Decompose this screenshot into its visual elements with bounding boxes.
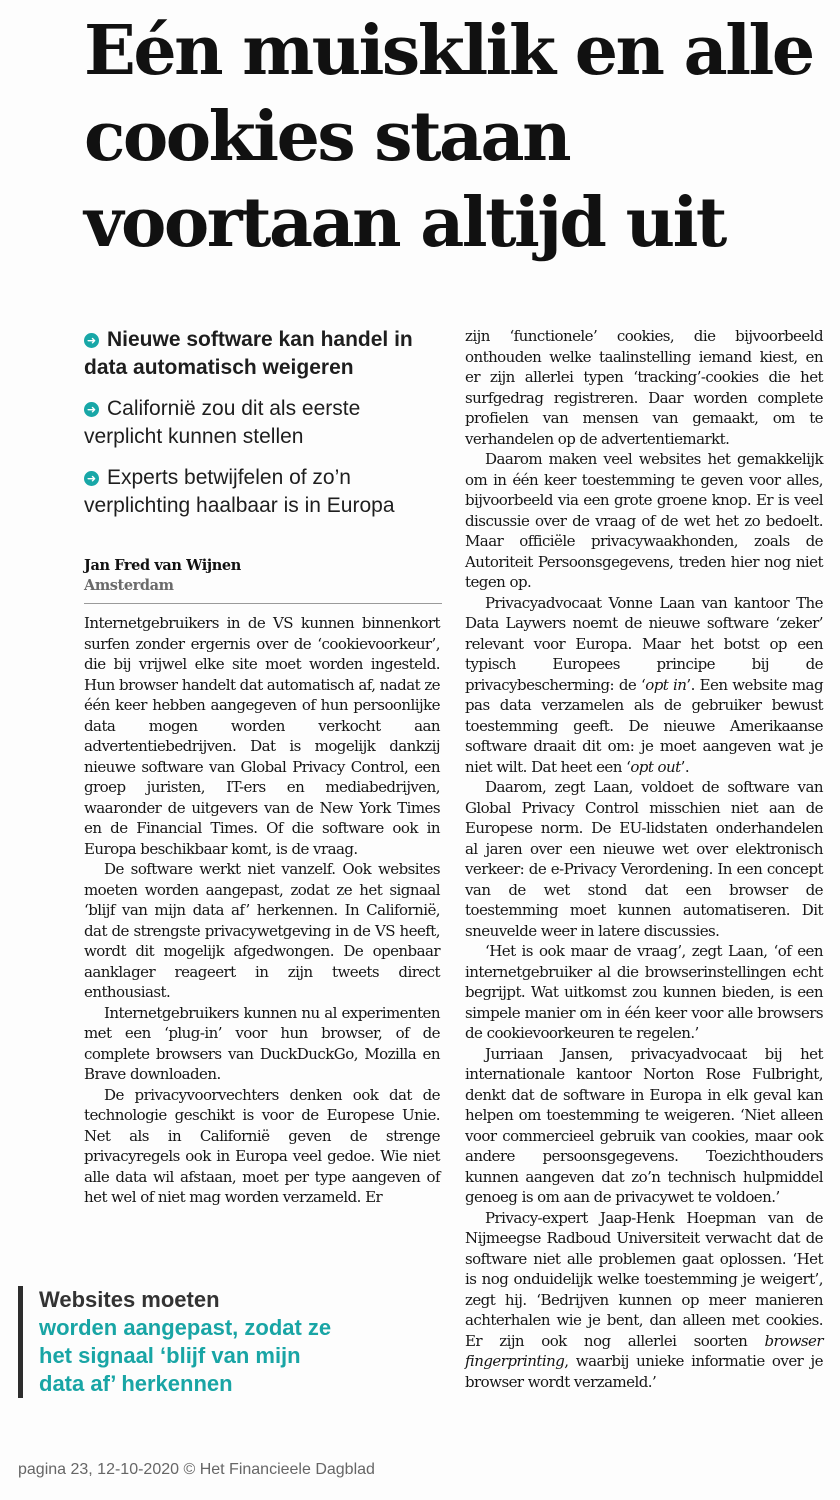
byline-divider	[84, 603, 442, 604]
bullet-text: Nieuwe software kan handel in data automatisch weigeren	[84, 328, 413, 379]
bullet-text: Experts betwijfelen of zo’n verplichting haalbaar is in Europa	[84, 466, 395, 517]
paragraph: ‘Het is ook maar de vraag’, zegt Laan, ‘of een internetgebruiker al die browserinstellingen echt begrijpt. Wat uitkomst zou kunnen bieden, is een simpele manier om in één keer voor alle browsers de cookievoorkeuren te regelen.’	[465, 942, 823, 1042]
intro-bullet	[84, 464, 444, 520]
arrow-right-circle-icon: ➜	[84, 471, 99, 486]
pull-quote	[18, 1286, 339, 1398]
paragraph	[465, 593, 823, 778]
text-run: Privacyadvocaat Vonne Laan van kantoor The Data Laywers noemt de nieuwe software ‘zeker’ relevant voor Europa. Maar het botst op een typisch Europees principe bij de privacybescherming: de ‘	[465, 593, 823, 694]
paragraph: zijn ‘functionele’ cookies, die bijvoorbeeld onthouden welke taalinstelling iemand kiest, en er zijn allerlei typen ‘tracking’-cookies die het surfgedrag registreren. Daar worden complete profielen van mensen van gemaakt, om te verhandelen op de advertentiemarkt.	[465, 327, 823, 448]
arrow-right-circle-icon: ➜	[84, 402, 99, 417]
intro-bullet	[84, 326, 444, 382]
paragraph: Internetgebruikers kunnen nu al experimenten met een ‘plug-in’ voor hun browser, of de complete browsers van DuckDuckGo, Mozilla en Brave downloaden.	[84, 1003, 440, 1083]
paragraph: De software werkt niet vanzelf. Ook websites moeten worden aangepast, zodat ze het signaal ‘blijf van mijn data af’ herkennen. In Californië, dat de strengste privacywetgeving in de VS heeft, wordt dit mogelijk afgedwongen. De openbaar aanklager reageert in zijn tweets direct enthousiast.	[84, 860, 440, 1001]
intro-bullets	[84, 326, 444, 533]
paragraph: Daarom, zegt Laan, voldoet de software van Global Privacy Control misschien niet aan de Europese norm. De EU-lidstaten onderhandelen al jaren over een nieuwe wet over elektronisch verkeer: de e-Privacy Verordening. In een concept van de wet stond dat een browser de toestemming moet kunnen automatiseren. Dit sneuvelde weer in latere discussies.	[465, 778, 823, 940]
emphasis: opt in	[645, 675, 687, 694]
bullet-text: Californië zou dit als eerste verplicht kunnen stellen	[84, 397, 361, 448]
intro-bullet	[84, 395, 444, 451]
dateline-location: Amsterdam	[84, 577, 174, 594]
paragraph	[465, 1208, 823, 1393]
paragraph: Daarom maken veel websites het gemakkelijk om in één keer toestemming te geven voor alles, bijvoorbeeld via een grote groene knop. Er is veel discussie over de vraag of de wet het zo bedoelt. Maar officiële privacywaakhonden, zoals de Autoriteit Persoonsgegevens, treden hier nog niet tegen op.	[465, 450, 823, 591]
emphasis: opt out	[630, 757, 681, 776]
author-name: Jan Fred van Wijnen	[84, 557, 241, 574]
emphasis: browser fingerprinting	[465, 1331, 823, 1370]
pull-quote-accent: worden aangepast, zodat ze het signaal ‘blijf van mijn data af’ herkennen	[39, 1315, 332, 1396]
page-footer: pagina 23, 12-10-2020 © Het Financieele Dagblad	[18, 1461, 375, 1478]
text-run: Privacy-expert Jaap-Henk Hoepman van de Nijmeegse Radboud Universiteit verwacht dat de software niet alle problemen gaat oplossen. ‘Het is nog onduidelijk welke toestemming je weigert’, zegt hij. ‘Bedrijven kunnen op meer manieren achterhalen wie je bent, dan alleen met cookies. Er zijn ook nog allerlei soorten	[465, 1208, 823, 1350]
byline	[84, 556, 440, 596]
paragraph: Jurriaan Jansen, privacyadvocaat bij het internationale kantoor Norton Rose Fulbright, denkt dat de software in Europa in elk geval kan helpen om toestemming te weigeren. ‘Niet alleen voor commercieel gebruik van cookies, maar ook andere persoonsgegevens. Toezichthouders kunnen aangeven dat zo’n technisch hulpmiddel genoeg is om aan de privacywet te voldoen.’	[465, 1044, 823, 1206]
arrow-right-circle-icon: ➜	[84, 333, 99, 348]
text-run: , waarbij unieke informatie over je browser wordt verzameld.’	[465, 1352, 823, 1391]
paragraph: Internetgebruikers in de VS kunnen binnenkort surfen zonder ergernis over de ‘cookievoorkeur’, die bij vrijwel elke site moet worden ingesteld. Hun browser handelt dat automatisch af, nadat ze één keer hebben aangegeven of hun persoonlijke data mogen worden verkocht aan advertentiebedrijven. Dat is mogelijk dankzij nieuwe software van Global Privacy Control, een groep juristen, IT-ers en mediabedrijven, waaronder de uitgevers van de New York Times en de Financial Times. Of die software ook in Europa beschikbaar komt, is de vraag.	[84, 614, 441, 858]
text-run: ’. Een website mag pas data verzamelen als de gebruiker bewust toestemming geeft. De nieuwe Amerikaanse software draait dit om: je moet aangeven wat je niet wilt. Dat heet een ‘	[465, 675, 823, 776]
text-run: ’.	[680, 757, 690, 776]
paragraph: De privacyvoorvechters denken ook dat de technologie geschikt is voor de Europese Unie. Net als in Californië geven de strenge privacyregels ook in Europa veel gedoe. Wie niet alle data wil afstaan, moet per type aangeven of het wel of niet mag worden verzameld. Er	[84, 1085, 440, 1206]
pull-quote-lead: Websites moeten	[39, 1287, 220, 1312]
headline: Eén muisklik en alle cookies staan voortaan altijd uit	[84, 11, 813, 263]
article-column-1	[84, 613, 440, 1208]
article-column-2	[465, 326, 823, 1392]
